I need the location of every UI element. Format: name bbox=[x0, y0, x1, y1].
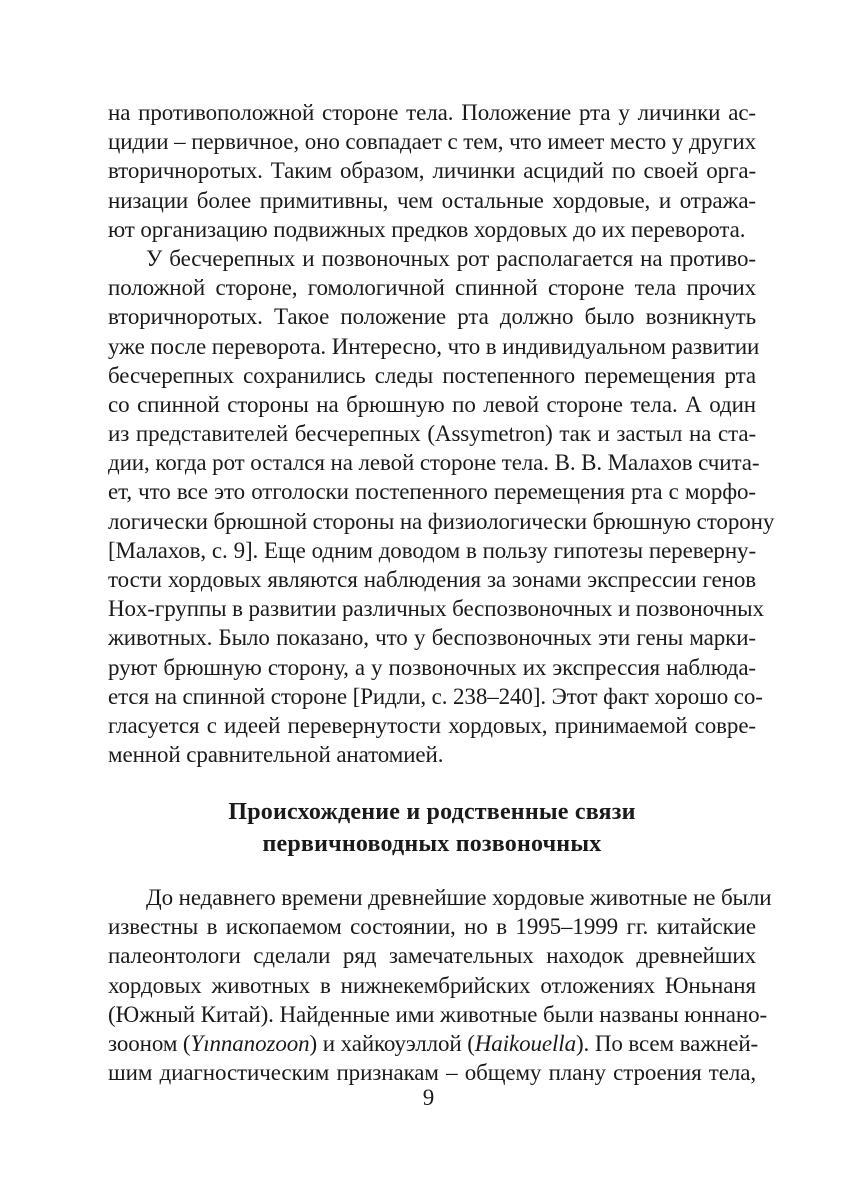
taxon-name-haikouella: Haikouella bbox=[474, 1030, 576, 1056]
text-line: ется на спинной стороне [Ридли, с. 238–240]. Этот факт хорошо со- bbox=[108, 683, 763, 709]
text-line: палеонтологи сделали ряд замечательных находок древнейших bbox=[108, 943, 756, 969]
paragraph-1 bbox=[108, 98, 756, 244]
text-line bbox=[108, 1029, 759, 1058]
paragraph-3 bbox=[108, 883, 772, 1087]
text-line: менной сравнительной анатомией. bbox=[108, 742, 444, 768]
text-block-top bbox=[108, 98, 775, 769]
text-line: низации более примитивны, чем остальные хордовые, и отража- bbox=[108, 187, 756, 213]
text-line: (Южный Китай). Найденные ими животные были названы юннано- bbox=[108, 1001, 768, 1027]
text-fragment: ) и хайкоуэллой ( bbox=[309, 1030, 475, 1056]
text-line: положной стороне, гомологичной спинной стороне тела прочих bbox=[108, 275, 756, 301]
text-line: из представителей бесчерепных (Assymetron) так и застыл на ста- bbox=[108, 421, 756, 447]
text-line: Hox-группы в развитии различных беспозвоночных и позвоночных bbox=[108, 596, 764, 622]
heading-line-2: первичноводных позвоночных bbox=[262, 831, 602, 857]
text-fragment: зооном ( bbox=[108, 1030, 191, 1056]
text-line: животных. Было показано, что у беспозвоночных эти гены марки- bbox=[108, 625, 756, 651]
text-line: вторичноротых. Таким образом, личинки асцидий по своей орга- bbox=[108, 158, 756, 184]
text-line: руют брюшную сторону, а у позвоночных их экспрессия наблюда- bbox=[108, 654, 756, 680]
paragraph-2 bbox=[108, 244, 775, 769]
text-line: тости хордовых являются наблюдения за зонами экспрессии генов bbox=[108, 567, 756, 592]
text-line: ют организацию подвижных предков хордовых до их переворота. bbox=[108, 216, 746, 242]
page-number: 9 bbox=[422, 1085, 435, 1110]
text-line: цидии – первичное, оно совпадает с тем, что имеет место у других bbox=[108, 129, 756, 155]
text-line: До недавнего времени древнейшие хордовые животные не были bbox=[146, 885, 772, 910]
text-line: на противоположной стороне тела. Положение рта у личинки ас- bbox=[108, 100, 756, 125]
text-line: шим диагностическим признакам – общему плану строения тела, bbox=[108, 1060, 756, 1086]
section-heading bbox=[108, 796, 756, 860]
text-line: дии, когда рот остался на левой стороне тела. В. В. Малахов счита- bbox=[108, 450, 760, 476]
text-line: со спинной стороны на брюшную по левой стороне тела. А один bbox=[108, 391, 756, 417]
text-line: У бесчерепных и позвоночных рот располагается на противо- bbox=[146, 245, 756, 271]
text-line: [Малахов, с. 9]. Еще одним доводом в пользу гипотезы переверну- bbox=[108, 537, 756, 563]
text-line: известны в ископаемом состоянии, но в 1995–1999 гг. китайские bbox=[108, 914, 756, 940]
text-line: ет, что все это отголоски постепенного перемещения рта с морфо- bbox=[108, 479, 756, 505]
text-line: хордовых животных в нижнекембрийских отложениях Юньнаня bbox=[108, 972, 756, 998]
text-line: логически брюшной стороны на физиологически брюшную сторону bbox=[108, 508, 775, 534]
taxon-name-yunnanozoon: Yınnanozoon bbox=[190, 1030, 310, 1056]
text-line: уже после переворота. Интересно, что в индивидуальном развитии bbox=[108, 333, 760, 359]
text-line: вторичноротых. Такое положение рта должно было возникнуть bbox=[108, 304, 756, 330]
text-fragment: ). По всем важней- bbox=[576, 1030, 759, 1056]
heading-line-1: Происхождение и родственные связи bbox=[228, 799, 636, 825]
text-line: гласуется с идеей перевернутости хордовых, принимаемой совре- bbox=[108, 712, 756, 738]
text-line: бесчерепных сохранились следы постепенного перемещения рта bbox=[108, 362, 756, 388]
